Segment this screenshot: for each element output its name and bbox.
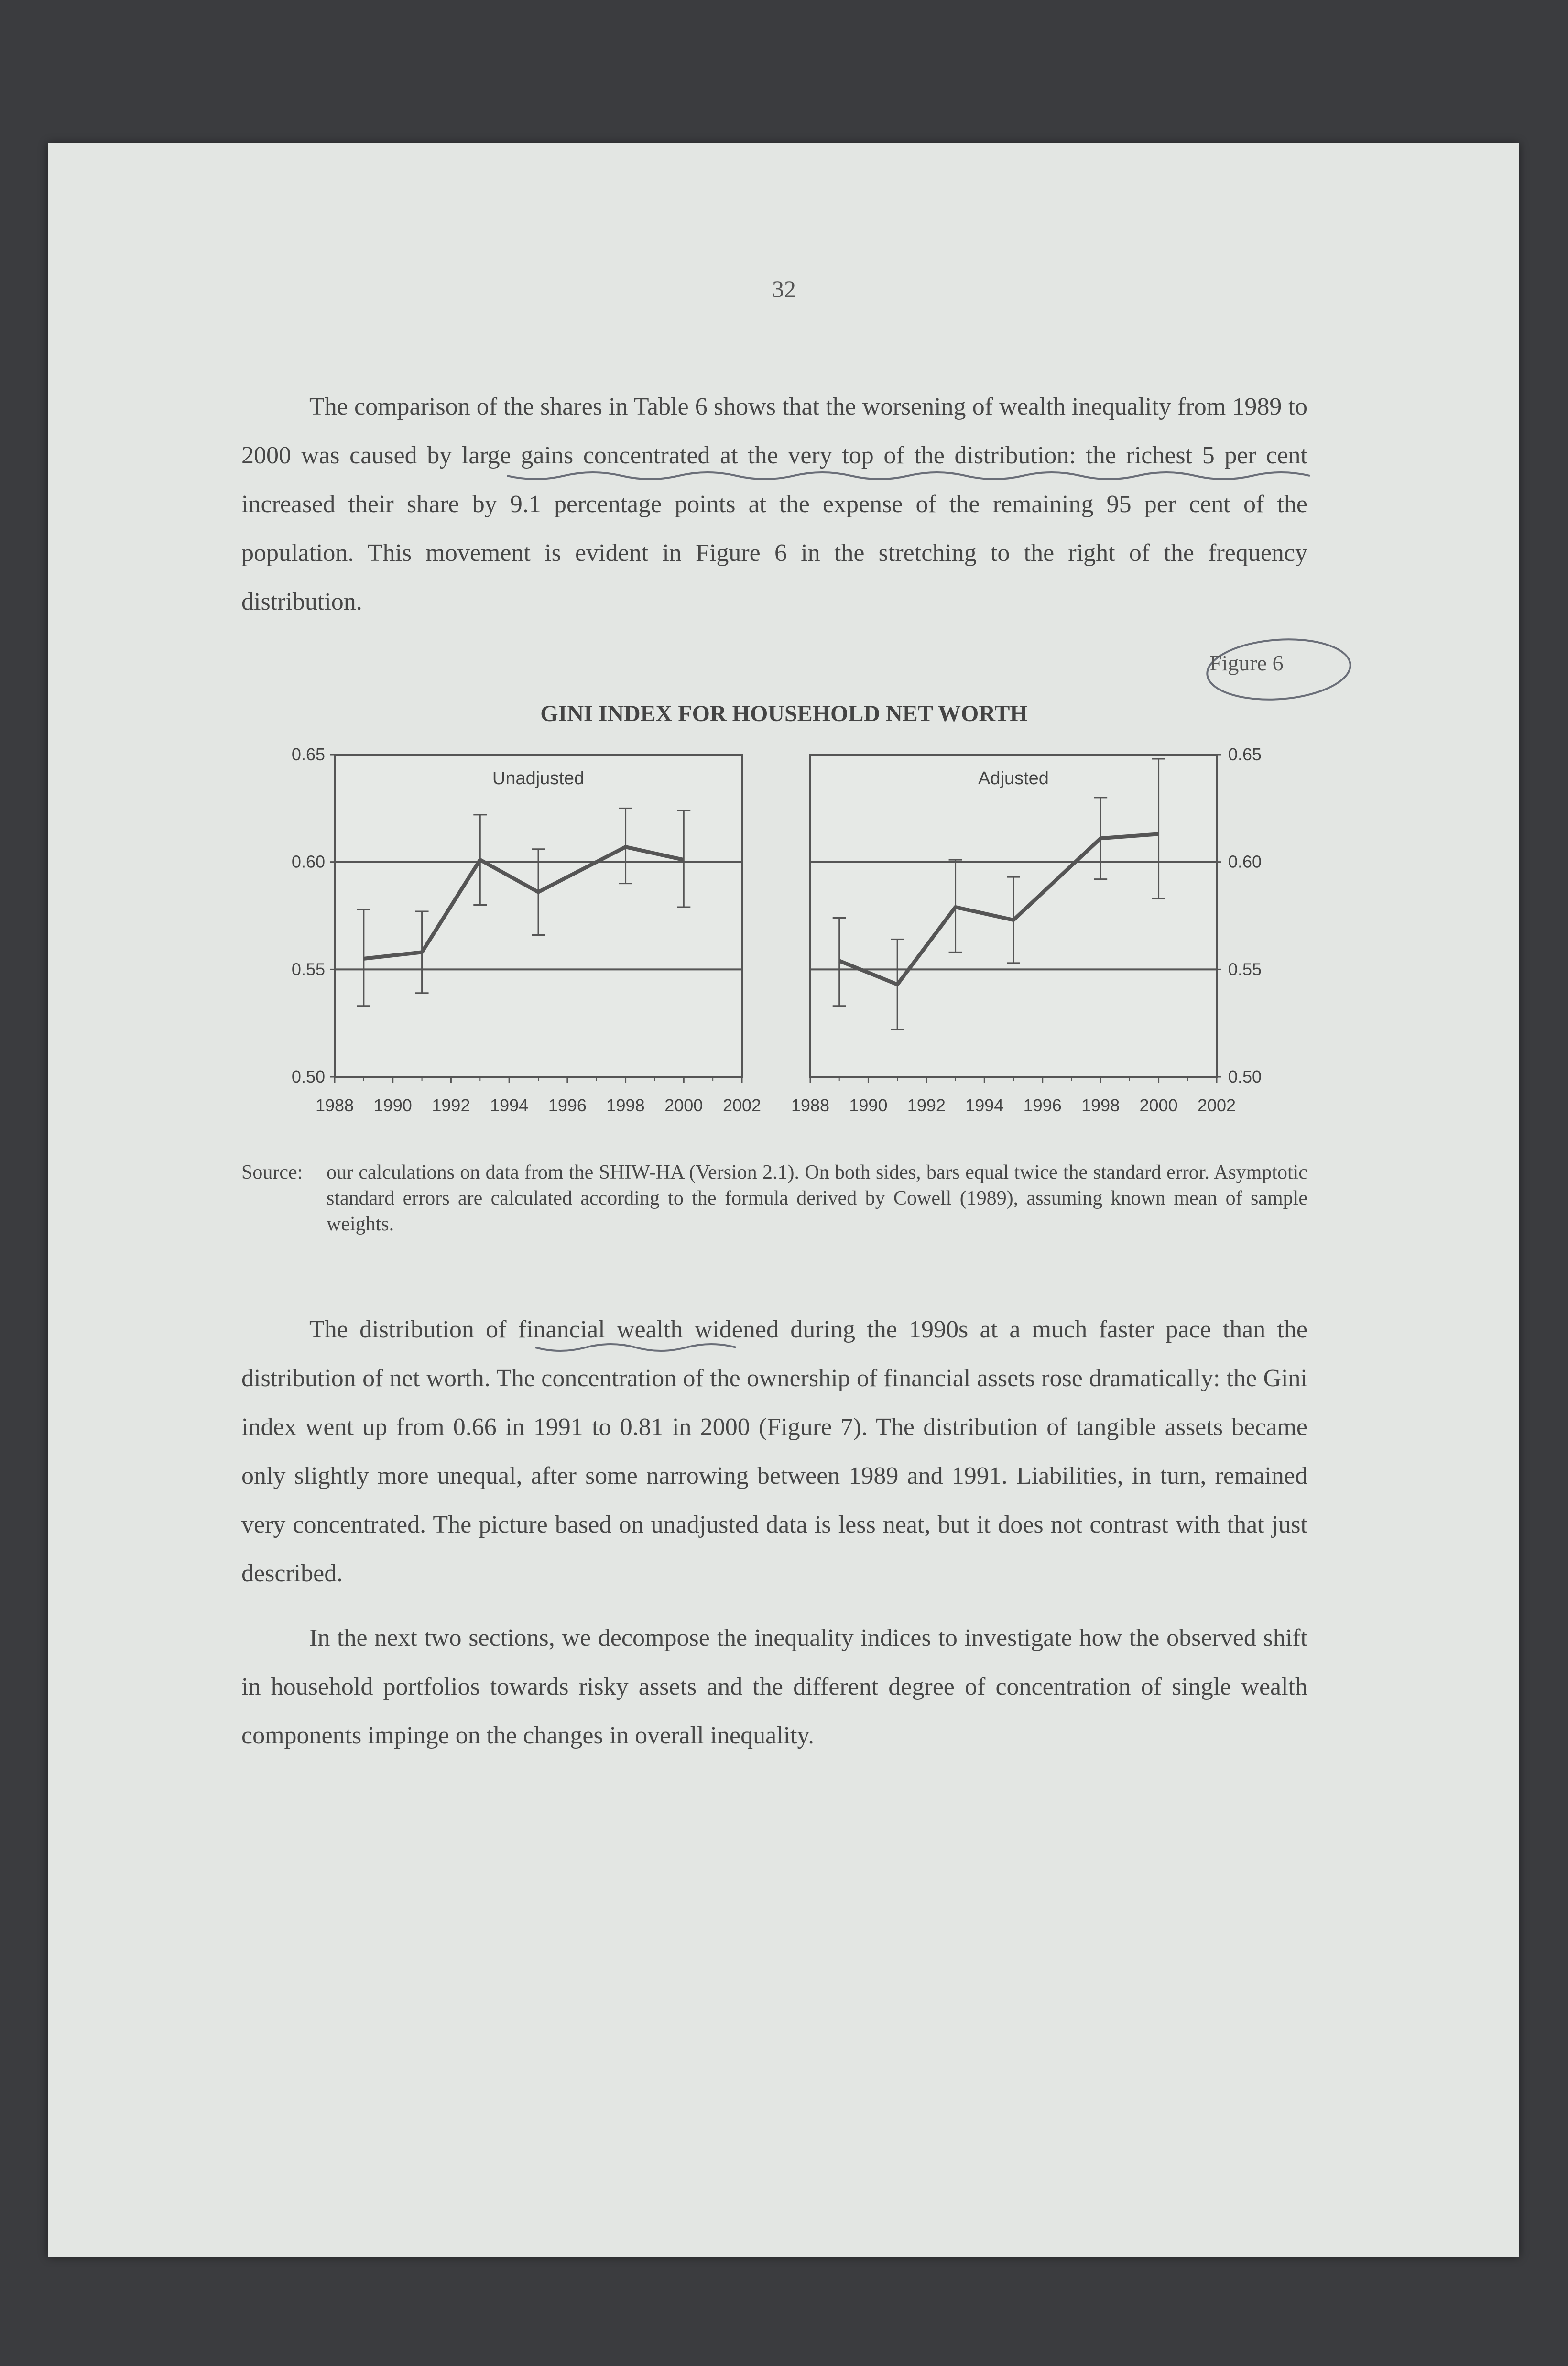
x-tick-label-1-1: 1988 bbox=[315, 1095, 354, 1115]
y-tick-label-2-4: 0.65 bbox=[1228, 745, 1262, 764]
x-tick-label-2-1: 1988 bbox=[791, 1095, 830, 1115]
y-tick-label-1-1: 0.50 bbox=[291, 1067, 325, 1086]
x-tick-label-2-7: 2000 bbox=[1139, 1095, 1178, 1115]
y-tick-label-2-2: 0.55 bbox=[1228, 959, 1262, 979]
figure-caption: Figure 6 bbox=[1209, 651, 1284, 675]
panel-label-1: Unadjusted bbox=[492, 768, 585, 789]
y-tick-label-2-3: 0.60 bbox=[1228, 852, 1262, 872]
x-tick-label-1-4: 1994 bbox=[490, 1095, 529, 1115]
x-tick-label-1-5: 1996 bbox=[548, 1095, 587, 1115]
y-tick-label-2-1: 0.50 bbox=[1228, 1067, 1262, 1086]
x-tick-label-1-6: 1998 bbox=[606, 1095, 645, 1115]
x-tick-label-2-3: 1992 bbox=[907, 1095, 946, 1115]
x-tick-label-2-2: 1990 bbox=[849, 1095, 888, 1115]
figure-source-note bbox=[241, 1160, 1307, 1237]
paragraph-2-underlined: financial wealth bbox=[518, 1316, 683, 1343]
paragraph-1-end: : the richest 5 per cent increased their share by 9.1 percentage points at the expense of the remaining 95 per cent of the population. This movement is evident in Figure 6 in the stretching to the right of the frequency distribution. bbox=[241, 442, 1307, 615]
paragraph-2 bbox=[241, 1305, 1307, 1598]
x-tick-label-1-7: 2000 bbox=[664, 1095, 703, 1115]
page-number: 32 bbox=[772, 275, 796, 302]
x-tick-label-2-6: 1998 bbox=[1081, 1095, 1120, 1115]
chart-title: GINI INDEX FOR HOUSEHOLD NET WORTH bbox=[540, 701, 1028, 726]
source-label: Source: bbox=[241, 1161, 303, 1183]
paragraph-1-start: The comparison of the shares in Table 6 shows that the worsening of wealth inequality from 1989 to 2000 was bbox=[241, 393, 1307, 469]
x-tick-label-2-5: 1996 bbox=[1023, 1095, 1062, 1115]
paragraph-3 bbox=[241, 1614, 1307, 1760]
y-tick-label-1-2: 0.55 bbox=[291, 959, 325, 979]
x-tick-label-1-8: 2002 bbox=[722, 1095, 762, 1115]
y-tick-label-1-3: 0.60 bbox=[291, 852, 325, 872]
x-tick-label-1-2: 1990 bbox=[373, 1095, 412, 1115]
x-tick-label-1-3: 1992 bbox=[432, 1095, 470, 1115]
paragraph-2-start: The distribution of bbox=[309, 1316, 518, 1343]
paragraph-2-end: widened during the 1990s at a much faster pace than the distribution of net worth. The concentration of the ownership of financial assets rose dramatically: the Gini index went up from 0.66 in 1991 to 0.81 in 2000 (Figure 7). The distribution of tangible assets became only slightly more unequal, after some narrowing between 1989 and 1991. Liabilities, in turn, remained very concentrated. The picture based on unadjusted data is less neat, but it does not contrast with that just described. bbox=[241, 1316, 1308, 1587]
source-text: our calculations on data from the SHIW-HA (Version 2.1). On both sides, bars equal twice the standard error. Asymptotic standard errors are calculated according to the formula derived by Cowell (1989), assuming known mean of sample weights. bbox=[327, 1161, 1307, 1235]
paragraph-3-text: In the next two sections, we decompose the inequality indices to investigate how the observed shift in household portfolios towards risky assets and the different degree of concentration of single wealth components impinge on the changes in overall inequality. bbox=[241, 1624, 1307, 1749]
paragraph-1-underlined: caused by large gains concentrated at the very top of the distribution bbox=[349, 442, 1069, 469]
x-tick-label-2-4: 1994 bbox=[965, 1095, 1004, 1115]
y-tick-label-1-4: 0.65 bbox=[291, 745, 325, 764]
panel-label-2: Adjusted bbox=[978, 768, 1049, 789]
gini-chart bbox=[0, 0, 1568, 1148]
x-tick-label-2-8: 2002 bbox=[1197, 1095, 1236, 1115]
handwritten-underline-2 bbox=[535, 1339, 736, 1356]
